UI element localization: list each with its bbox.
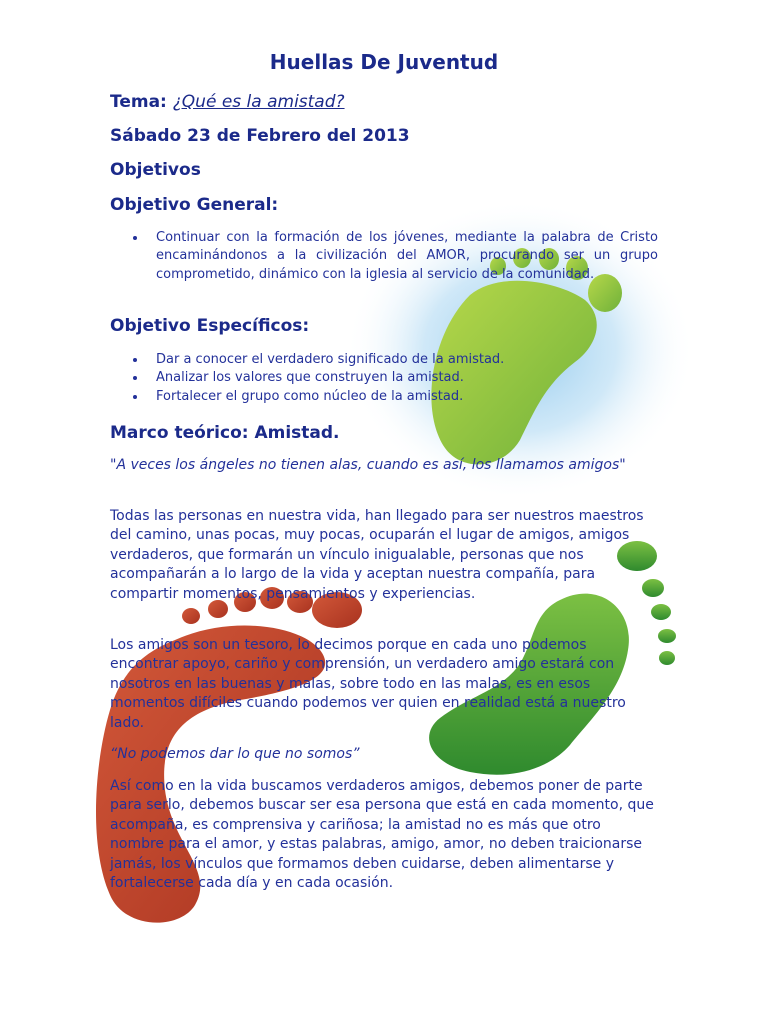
tema-value: ¿Qué es la amistad? [172,92,345,112]
paragraph-2: Los amigos son un tesoro, lo decimos porque en cada uno podemos encontrar apoyo, cariño y comprensión, un verdadero amigo estará con nosotros en las buenas y malas, sobre todo en las malas, es en esos momentos difíciles cuando podemos ver quien en realidad está a nuestro lado. [110,637,626,731]
paragraph-3: Así como en la vida buscamos verdaderos amigos, debemos poner de parte para serlo, debemos buscar ser esa persona que está en cada momento, que acompaña, es comprensiva y cariñosa; la amistad no es más que otro nombre para el amor, y estas palabras, amigo, amor, no deben traicionarse jamás, los vínculos que formamos deben cuidarse, deben alimentarse y fortalecerse cada día y en cada ocasión. [110,778,654,892]
list-item: Analizar los valores que construyen la amistad. [130,369,658,387]
tema-label: Tema: [110,92,167,112]
paragraph-1: Todas las personas en nuestra vida, han llegado para ser nuestros maestros del camino, unas pocas, muy pocas, ocuparán el lugar de amigos, amigos verdaderos, que formarán un vínculo inigualable, personas que nos acompañarán a lo largo de la vida y aceptan nuestra compañía, para compartir momentos, pensamientos y experiencias. [110,508,644,602]
specific-objectives-list [130,351,658,406]
quote-2: “No podemos dar lo que no somos” [110,746,360,762]
objectives-heading: Objetivos [110,160,201,180]
general-objective-heading: Objetivo General: [110,195,279,215]
framework-heading: Marco teórico: Amistad. [110,423,340,443]
document-title: Huellas De Juventud [269,50,499,74]
list-item: Fortalecer el grupo como núcleo de la amistad. [130,388,658,406]
specific-objectives-heading: Objetivo Específicos: [110,316,310,336]
date-heading: Sábado 23 de Febrero del 2013 [110,126,410,146]
list-item: Dar a conocer el verdadero significado de la amistad. [130,351,658,369]
general-objective-list [130,229,658,284]
quote-1: "A veces los ángeles no tienen alas, cuando es así, los llamamos amigos" [110,457,626,473]
list-item: Continuar con la formación de los jóvenes, mediante la palabra de Cristo encaminándonos a la civilización del AMOR, procurando ser un grupo comprometido, dinámico con la iglesia al servicio de la comunidad. [130,229,658,284]
tema-line [110,92,345,112]
